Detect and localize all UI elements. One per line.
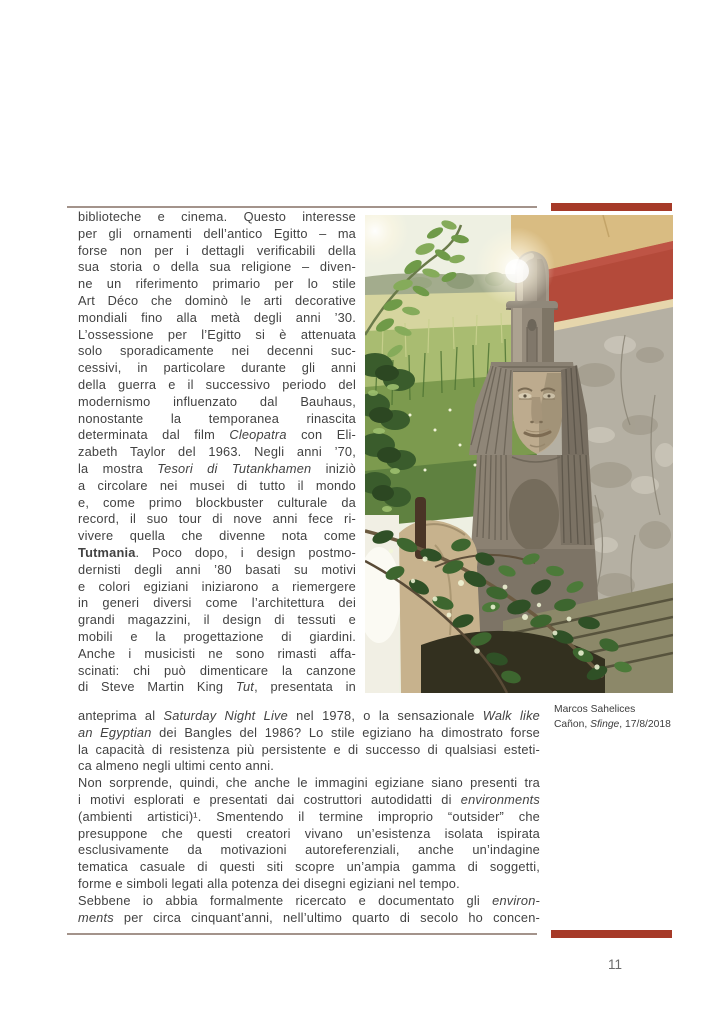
text-line: Sebbene io abbia formalmente ricercato e documentato gli environ- (78, 892, 540, 908)
text-line: vivere quella che divenne nota come (78, 528, 356, 544)
caption-author: Marcos Sahelices (554, 704, 636, 715)
text-line: L’ossessione per l’Egitto si è attenuata (78, 326, 356, 342)
photo-sphinx-statue (365, 215, 673, 693)
text-line: anteprima al Saturday Night Live nel 1978, o la sensazionale Walk like (78, 708, 540, 723)
bottom-rule (67, 933, 537, 935)
text-line: forme e simboli legati alla potenza dei disegni egiziani nel tempo. (78, 875, 460, 891)
text-line: (ambienti artistici)¹. Smentendo il termine improprio “outsider” che (78, 808, 540, 824)
top-rule (67, 206, 537, 208)
article-column-text (78, 209, 356, 696)
text-line: modernismo influenzato dal Bauhaus, (78, 393, 356, 409)
text-line: Anche i musicisti ne sono rimasti affa- (78, 645, 356, 661)
text-line: forse non per i dettagli verificabili della (78, 242, 356, 258)
text-line: Tutmania. Poco dopo, i design postmo- (78, 544, 356, 560)
text-line: record, il suo tour di nove anni fece ri- (78, 511, 356, 527)
text-line: grandi magazzini, il design di tessuti e (78, 612, 356, 628)
text-line: scinati: chi può dimenticare la canzone (78, 662, 356, 678)
text-line: Non sorprende, quindi, che anche le immagini egiziane siano presenti tra (78, 775, 540, 791)
article-full-text (78, 708, 540, 926)
top-red-bar (551, 203, 672, 211)
text-line: la mostra Tesori di Tutankhamen iniziò (78, 460, 356, 476)
text-line: i motivi esplorati e presentati dai costruttori autodidatti di environments (78, 791, 540, 807)
text-line: sua storia o della sua religione – diven- (78, 259, 356, 275)
bottom-red-bar (551, 930, 672, 938)
text-line: ments per circa cinquant’anni, nell’ultimo quarto di secolo ho concen- (78, 909, 540, 925)
text-line: mobili e la progettazione di giardini. (78, 628, 356, 644)
photo-caption (554, 703, 671, 732)
text-line: per gli ornamenti dell’antico Egitto – ma (78, 225, 356, 241)
text-line: nonostante la temporanea rinascita (78, 410, 356, 426)
text-line: determinata dal film Cleopatra con Eli- (78, 427, 356, 443)
text-line: e colori egiziani iniziarono a riemergere (78, 578, 356, 594)
text-line: solo sporadicamente nei decenni suc- (78, 343, 356, 359)
text-line: la capacità di resistenza più persistente e di successo di qualsiasi esteti- (78, 741, 540, 757)
text-line: a circolare nei musei di tutto il mondo (78, 477, 356, 493)
text-line: della guerra e il successivo periodo del (78, 376, 356, 392)
text-line: esclusivamente da motivazioni autoreferenziali, anche un’indagine (78, 842, 540, 858)
text-line: ne un riferimento primario per lo stile (78, 276, 356, 292)
text-line: an Egyptian dei Bangles del 1986? Lo stile egiziano ha dimostrato forse (78, 724, 541, 740)
text-line: cessivi, in particolare durante gli anni (78, 360, 356, 376)
text-line: ca almeno negli ultimi cento anni. (78, 758, 275, 774)
page-number: 11 (607, 957, 622, 972)
text-line: Art Déco che dominò le arti decorative (78, 292, 356, 308)
text-line: presuppone che questi creatori vivano un’esistenza isolata ispirata (78, 825, 540, 841)
text-line: e, come primo blockbuster culturale da (78, 494, 356, 510)
text-line: tematica casuale di questi siti scopre un’ampia gamma di soggetti, (78, 859, 540, 875)
caption-detail: Cañon, Sfinge, 17/8/2018 (554, 718, 671, 730)
text-line: biblioteche e cinema. Questo interesse (78, 209, 356, 224)
text-line: zabeth Taylor del 1963. Negli anni ’70, (78, 444, 356, 460)
text-line: in generi diversi come l’architettura dei (78, 595, 356, 611)
text-line: di Steve Martin King Tut, presentata in (78, 679, 356, 695)
text-line: mondiali fino alla metà degli anni ’30. (78, 309, 356, 325)
text-line: dernisti degli anni ’80 basati su motivi (78, 561, 356, 577)
